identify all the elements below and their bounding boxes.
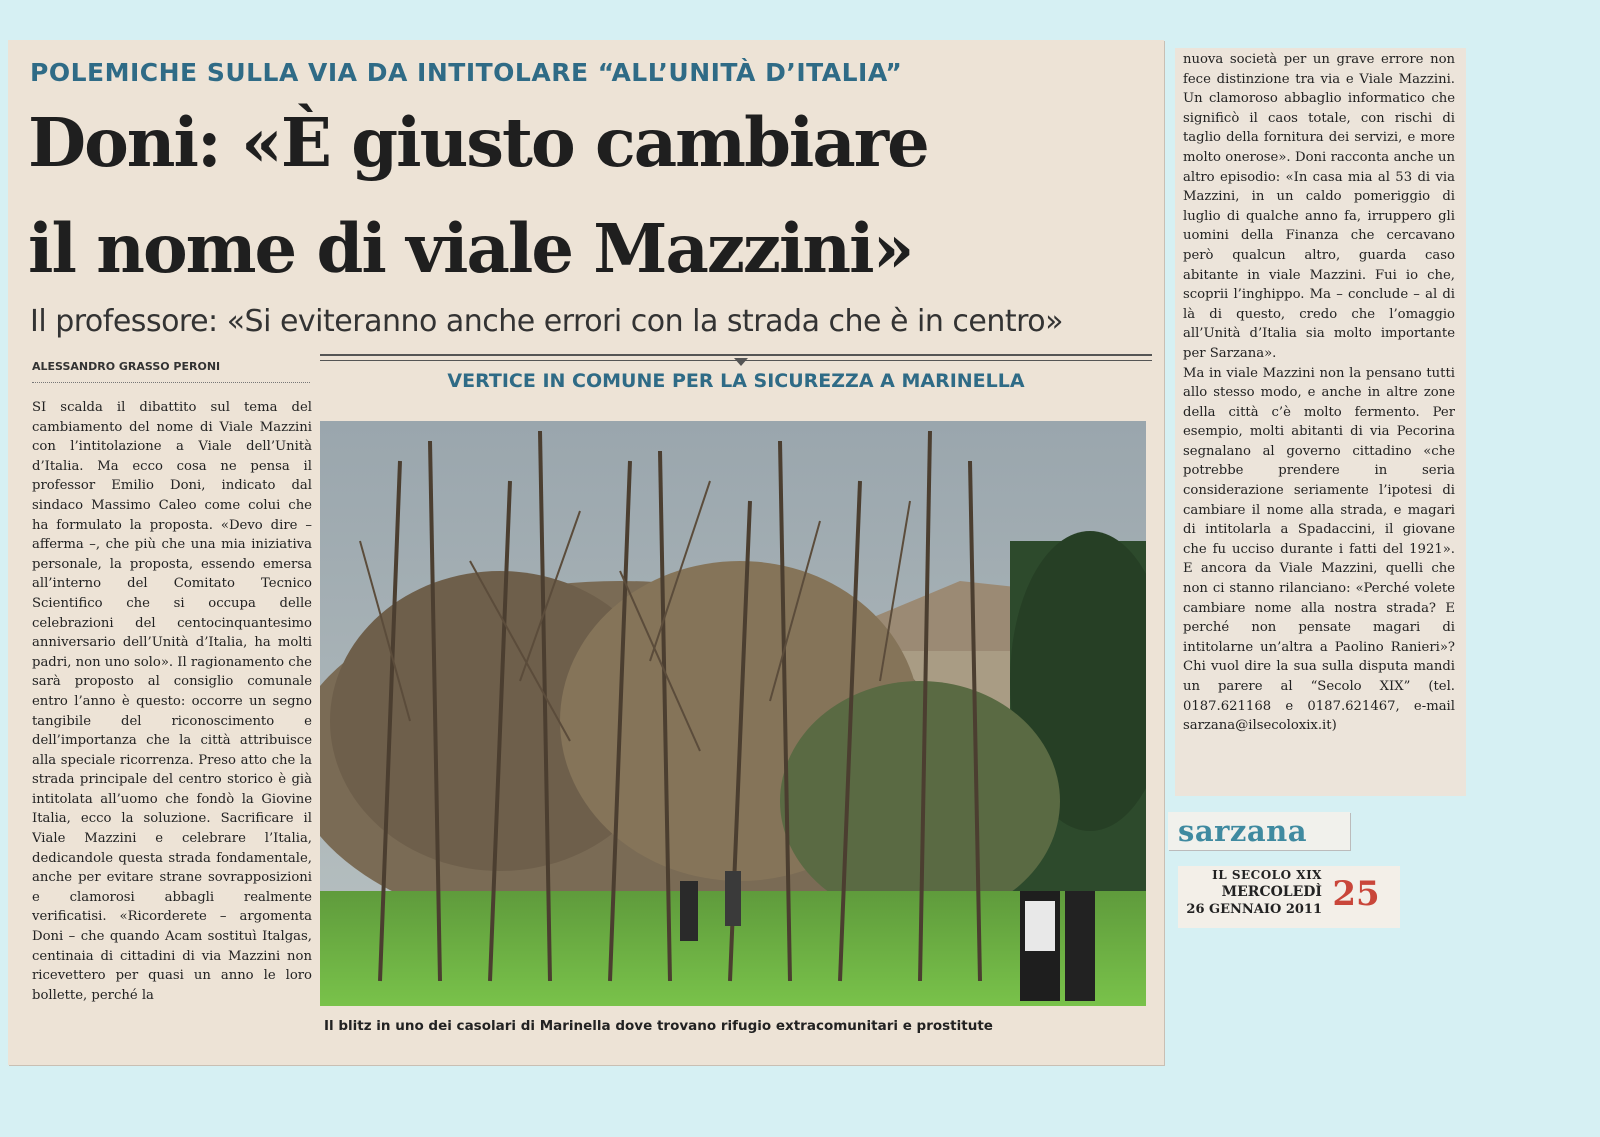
divider-arrow-icon bbox=[734, 358, 748, 366]
masthead-clipping bbox=[1178, 866, 1400, 928]
newspaper-name: IL SECOLO XIX bbox=[1212, 868, 1322, 882]
headline bbox=[28, 90, 1148, 302]
section-label bbox=[1168, 812, 1350, 850]
byline: ALESSANDRO GRASSO PERONI bbox=[32, 360, 310, 383]
article-body-right bbox=[1183, 50, 1455, 792]
publication-date: 26 GENNAIO 2011 bbox=[1186, 902, 1322, 917]
section-name: sarzana bbox=[1178, 814, 1308, 848]
photo-caption: Il blitz in uno dei casolari di Marinella dove trovano rifugio extracomunitari e prostitute bbox=[324, 1018, 993, 1034]
body-paragraph: Ma in viale Mazzini non la pensano tutti allo stesso modo, e anche in altre zone della città c’è molto fermento. Per esempio, molti abitanti di via Pecorina segnalano al governo cittadino «che potrebbe prendere in seria considerazione seriamente l’ipotesi di cambiare il nome alla strada, e magari di intitolarla a Spadaccini, il giovane che fu ucciso durante i fatti del 1921». E ancora da Viale Mazzini, quelli che non ci stanno rilanciano: «Perché volete cambiare nome alla nostra strada? E perché non pensate magari di intitolarne un’altra a Paolino Ranieri»? Chi vuol dire la sua sulla disputa mandi un parere al “Secolo XIX” (tel. 0187.621168 e 0187.621467, e-mail sarzana@ilsecoloxix.it) bbox=[1183, 365, 1455, 734]
headline-line-1: Doni: «È giusto cambiare bbox=[28, 103, 928, 182]
subheadline: Il professore: «Si eviteranno anche errori con la strada che è in centro» bbox=[30, 304, 1063, 339]
page-number: 25 bbox=[1332, 874, 1380, 914]
article-body-left bbox=[32, 398, 312, 1058]
weekday: MERCOLEDÌ bbox=[1221, 884, 1322, 900]
article-kicker: POLEMICHE SULLA VIA DA INTITOLARE “ALL’UNITÀ D’ITALIA” bbox=[30, 58, 903, 87]
headline-line-2: il nome di viale Mazzini» bbox=[28, 209, 913, 288]
photo-kicker: VERTICE IN COMUNE PER LA SICUREZZA A MARINELLA bbox=[447, 370, 1025, 392]
body-paragraph: SI scalda il dibattito sul tema del cambiamento del nome di Viale Mazzini con l’intitolazione a Viale dell’Unità d’Italia. Ma ecco cosa ne pensa il professor Emilio Doni, indicato dal sindaco Massimo Caleo come colui che ha formulato la proposta. «Devo dire – afferma –, che più che una mia iniziativa personale, la proposta, essendo emersa all’interno del Comitato Tecnico Scientifico che si occupa delle celebrazioni del centocinquantesimo anniversario dell’Unità d’Italia, ha molti padri, non uno solo». Il ragionamento che sarà proposto al consiglio comunale entro l’anno è questo: occorre un segno tangibile del riconoscimento e dell’importanza che la città attribuisce alla speciale ricorrenza. Preso atto che la strada principale del centro storico è già intitolata all’uomo che fondò la Giovine Italia, ecco la soluzione. Sacrificare il Viale Mazzini e celebrare l’Italia, dedicandole questa strada fondamentale, anche per evitare strane sovrapposizioni e clamorosi abbagli realmente verificatisi. «Ricorderete – argomenta Doni – che quando Acam sostituì Italgas, centinaia di cittadini di via Mazzini non ricevettero per quasi un anno le loro bollette, perché la bbox=[32, 400, 312, 1003]
body-paragraph: nuova società per un grave errore non fece distinzione tra via e Viale Mazzini. Un clamoroso abbaglio informatico che significò il caos totale, con rischi di taglio della fornitura dei servizi, e more molto onerose». Doni racconta anche un altro episodio: «In casa mia al 53 di via Mazzini, in un caldo pomeriggio di luglio di qualche anno fa, irruppero gli uomini della Finanza che cercavano però qualcun altro, guarda caso abitante in viale Mazzini. Fui io che, scoprii l’inghippo. Ma – conclude – al di là di questo, credo che l’omaggio all’Unità d’Italia sia molto importante per Sarzana». bbox=[1183, 52, 1455, 361]
article-continuation-clipping bbox=[1175, 48, 1466, 796]
news-photo bbox=[320, 421, 1146, 1006]
article-clipping bbox=[8, 40, 1164, 1065]
